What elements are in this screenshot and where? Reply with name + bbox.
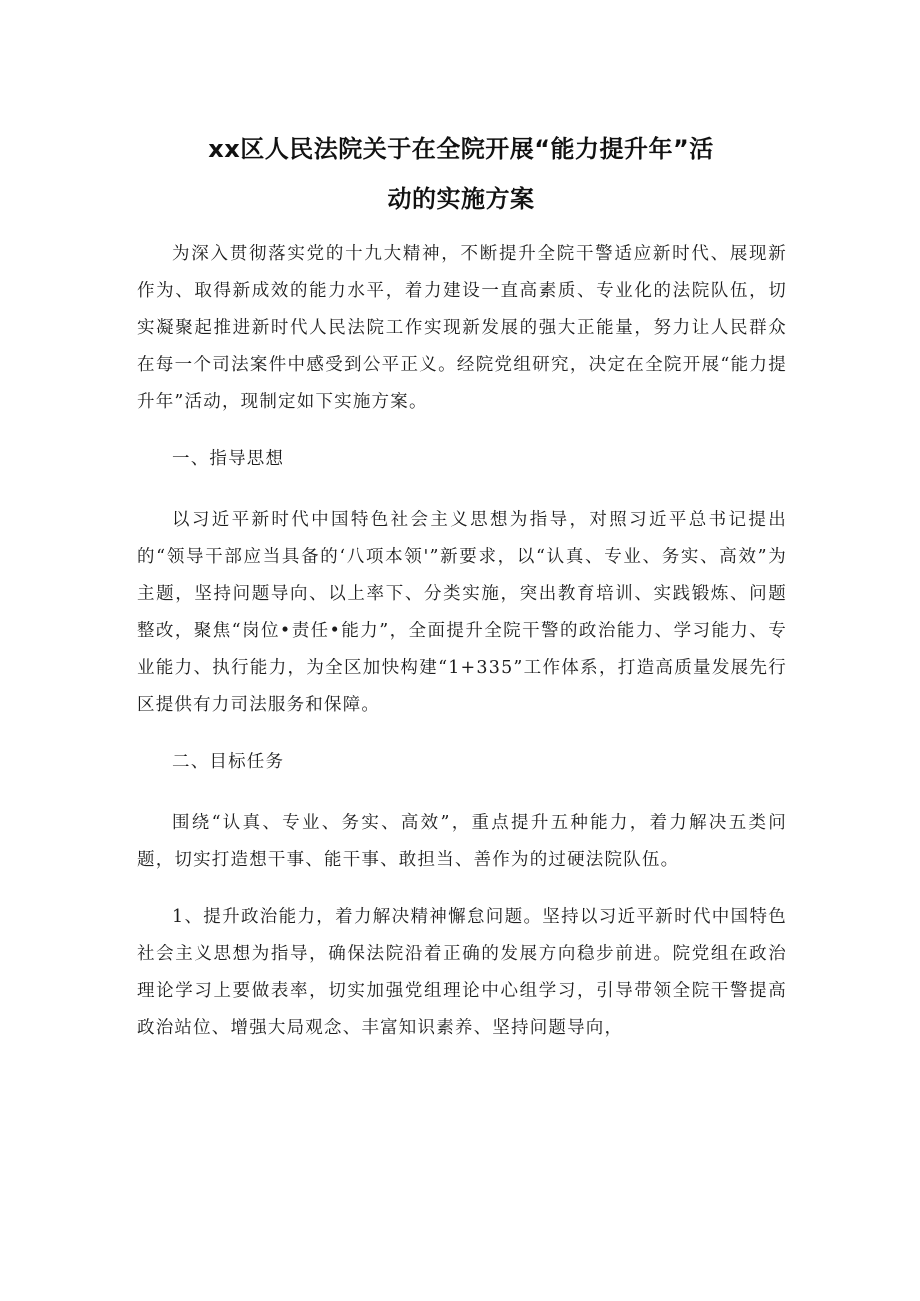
- item-1-paragraph: 1、提升政治能力，着力解决精神懈怠问题。坚持以习近平新时代中国特色社会主义思想为指导，确保法院沿着正确的发展方向稳步前进。院党组在政治理论学习上要做表率，切实加强党组理论中心组学习，引导带领全院干警提高政治站位、增强大局观念、丰富知识素养、坚持问题导向，: [137, 907, 787, 1038]
- section-heading-goals-tasks: 二、目标任务: [172, 752, 285, 772]
- document-title-line-1: xx区人民法院关于在全院开展“能力提升年”活: [208, 135, 714, 163]
- intro-paragraph: 为深入贯彻落实党的十九大精神，不断提升全院干警适应新时代、展现新作为、取得新成效的能力水平，着力建设一直高素质、专业化的法院队伍，切实凝聚起推进新时代人民法院工作实现新发展的强大正能量，努力让人民群众在每一个司法案件中感受到公平正义。经院党组研究，决定在全院开展“能力提升年”活动，现制定如下实施方案。: [137, 244, 787, 412]
- document-body: [137, 236, 787, 1067]
- guiding-ideology-paragraph: 以习近平新时代中国特色社会主义思想为指导，对照习近平总书记提出的“领导干部应当具备的‘八项本领'”新要求，以“认真、专业、务实、高效”为主题，坚持问题导向、以上率下、分类实施，突出教育培训、实践锻炼、问题整改，聚焦“岗位•责任•能力”，全面提升全院干警的政治能力、学习能力、专业能力、执行能力，为全区加快构建“1+335”工作体系，打造高质量发展先行区提供有力司法服务和保障。: [137, 510, 787, 715]
- section-heading-guiding-ideology: 一、指导思想: [172, 449, 285, 469]
- goals-tasks-paragraph: 围绕“认真、专业、务实、高效”，重点提升五种能力，着力解决五类问题，切实打造想干事、能干事、敢担当、善作为的过硬法院队伍。: [137, 813, 787, 870]
- document-title-line-2: 动的实施方案: [387, 185, 535, 213]
